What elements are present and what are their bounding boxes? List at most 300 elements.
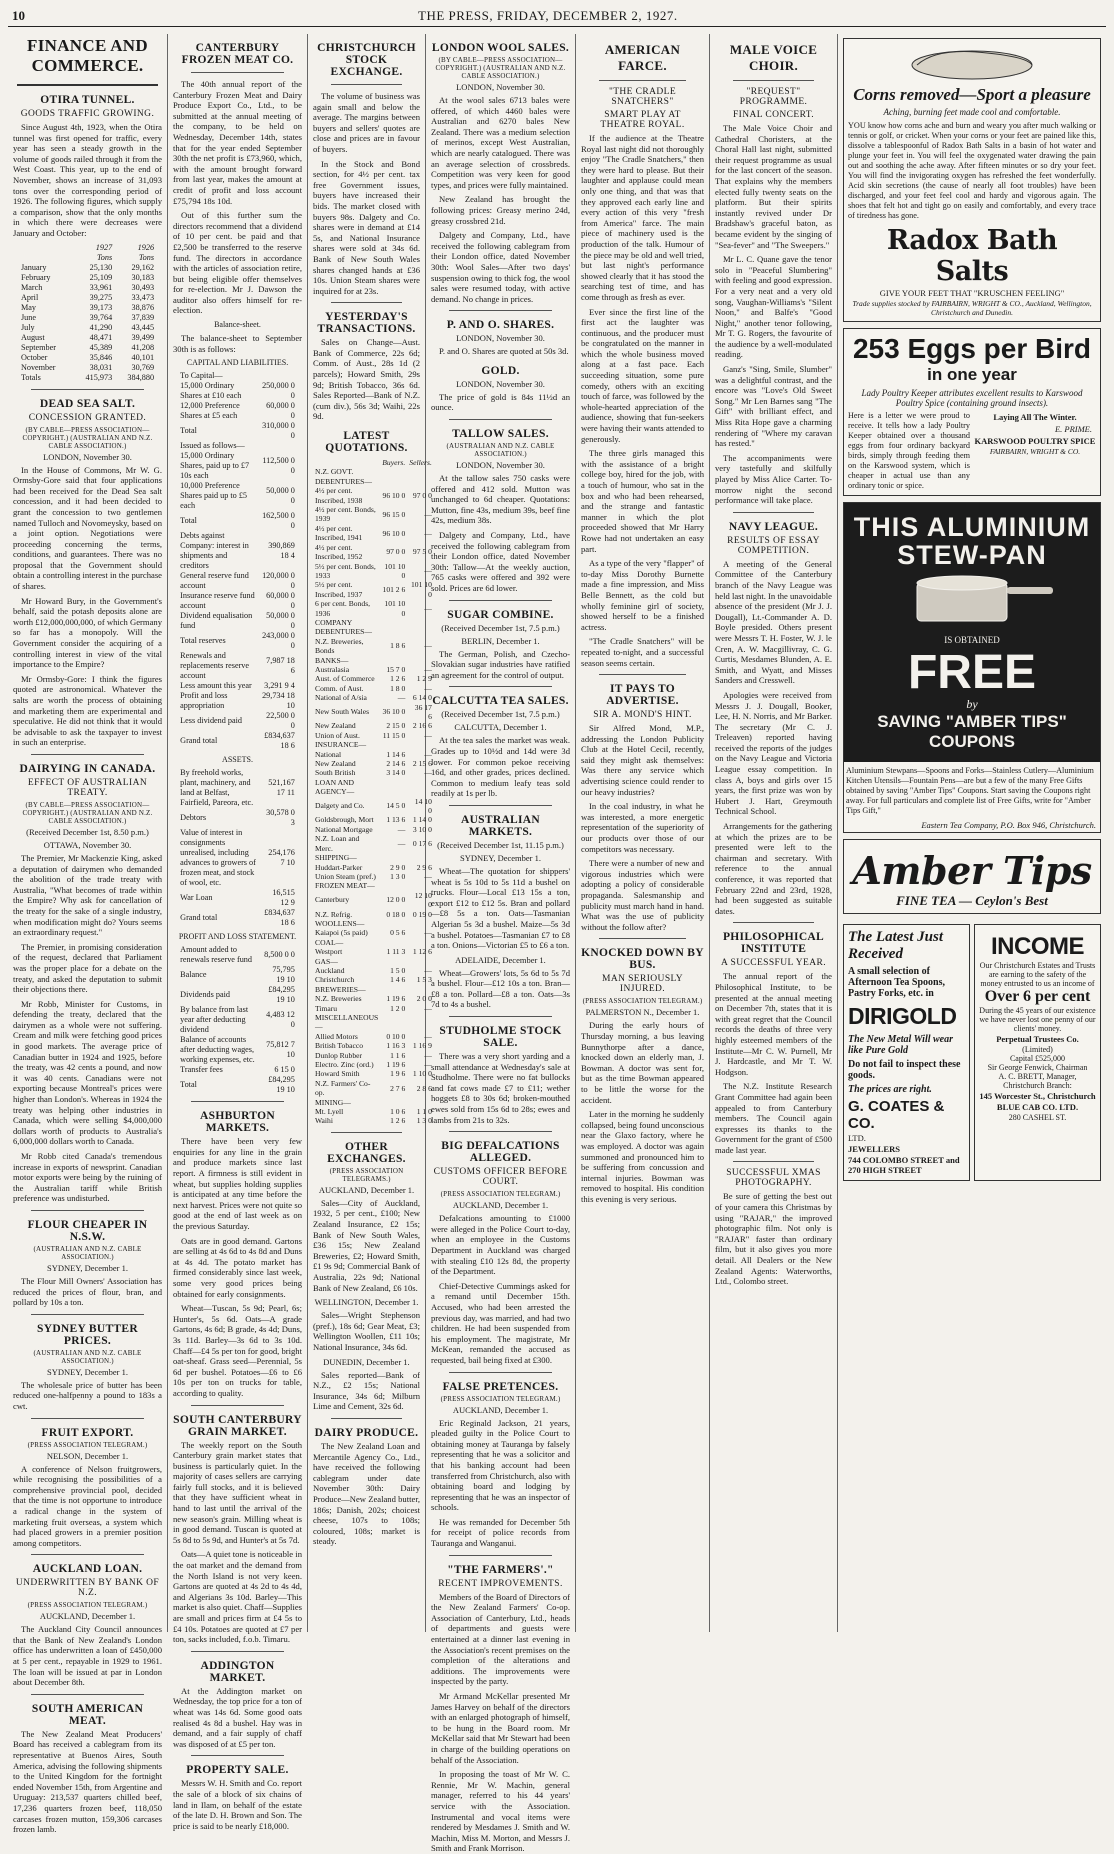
radox-subhead: Aching, burning feet made cool and comfortable. — [883, 107, 1061, 117]
divider — [449, 805, 552, 806]
foot-icon — [897, 43, 1047, 83]
otira-year-1: 1927 — [95, 242, 113, 252]
cfm-bs-title: Balance-sheet. — [214, 320, 261, 330]
choir-para-4: The accompaniments were very tastefully and skilfully played by Miss Alice Carter. To-morrow night the second performance will take place. — [715, 452, 832, 506]
ashburton-headline: ASHBURTON MARKETS. — [200, 1110, 275, 1135]
divider — [599, 80, 686, 81]
stewpan-free: FREE — [907, 646, 1036, 699]
samerican-headline: SOUTH AMERICAN MEAT. — [31, 1702, 144, 1727]
quotation-row: National of A/sia — 6 14 0 — [315, 693, 432, 703]
bus-para-1: During the early hours of Thursday morning, a bus leaving Bunnythorpe after a dance, knocked down an elderly man, J. Bowman. A doctor was sent for, but as the time Bowman appeared to be little the worse for the accident. — [581, 1020, 704, 1105]
divider — [733, 512, 814, 513]
quotation-row: WOOLLENS— — [315, 918, 365, 928]
australian-dateline-2: ADELAIDE, December 1. — [455, 954, 546, 965]
tallow-source: (AUSTRALIAN AND N.Z. CABLE ASSOCIATION.) — [446, 442, 555, 459]
divider — [31, 1210, 144, 1211]
quotation-row: Allied Motors 0 10 0 — — [315, 1031, 432, 1041]
quotation-row: FROZEN MEAT— — [315, 881, 375, 891]
quotation-row: New South Wales 36 10 0 36 17 6 — [315, 702, 432, 721]
quotation-row: N.Z. Refrig. 0 18 0 0 19 0 — [315, 909, 432, 919]
other-para-3: Sales reported—Bank of N.Z., £2 15s; National Insurance, 34s 6d; Milburn Lime and Cement, 32s 6d. — [313, 1369, 420, 1412]
calcutta-dateline: CALCUTTA, December 1. — [454, 722, 547, 733]
income-line-2: During the 45 years of our existence we have never lost one penny of our clients' money. — [979, 1006, 1096, 1033]
flour-dateline: SYDNEY, December 1. — [46, 1262, 129, 1273]
balance-sheet-row: Total reserves 243,000 0 0 — [180, 631, 295, 651]
farce-para-1: If the audience at the Theatre Royal last night did not thoroughly enjoy "The Cradle Snatchers," then they were hard to please. But their laughter and applause could mean only one thing, and that was that they approved each early line and every action of this very "fresh from America" farce. The main piece of machinery used is the production of the talk. Humour of the piece may be old and well tried, but last night's performance showed clearly that it has stood the searching test of time, and has come through as fresh as ever. — [581, 133, 704, 302]
quotation-row: Christchurch 1 4 6 1 5 3 — [315, 975, 432, 985]
divider — [191, 1755, 284, 1756]
navy-para-1: A meeting of the General Committee of the Canterbury branch of the Navy League was held last night. In the unavoidable absence of the president (Mr J. J. Dougall), Lt.-Commander A. D. Boyle presided. Others present were Messrs T. H. Foster, W. J. le Cren, A. W. Macgillivray, C. G. Curtis, Mesdames Blunden, A. E. Smith, and Wyatt, and Misses Sanders and Cresswell. — [715, 558, 832, 686]
divider — [31, 1554, 144, 1555]
otira-subhead: GOODS TRAFFIC GROWING. — [20, 109, 155, 119]
divider — [449, 1131, 552, 1132]
coates-firm: G. COATES & CO. — [848, 1098, 945, 1132]
divider — [191, 72, 284, 73]
divider — [191, 1651, 284, 1652]
balance-sheet-row: Dividend equalisation fund 50,000 0 0 — [180, 611, 295, 631]
cfm-bs-intro: The balance-sheet to September 30th is as follows: — [173, 333, 302, 354]
quotation-row: SHIPPING— — [315, 853, 357, 863]
quotations-table: Buyers. Sellers. N.Z. GOVT. DEBENTURES— 4½ per cent. Inscribed, 1938 96 10 0 97 0 0 4½ per cent. Bonds, 1939 96 15 0 — 4½ per cent. Inscribed, 1941 96 10 0 — 4½ per cent. Inscribed, 1952 97 0 0 97 5 0 5½ per cent. Bonds, 1933 101 10 0 — 5½ per cent. Inscribed, 1937 101 2 6 101 10 0 6 per cent. Bonds, 1936 101 10 0 — COMPANY DEBENTURES— N.Z. Breweries, Bonds 1 8 6 — BANKS— Australasia 15 7 0 — Aust. of Commerce 1 2 6 1 2 9 Comm. of Aust. 1 8 0 — National of A/sia — 6 14 0 New South Wales 36 10 0 36 17 6 New Zealand 2 15 0 2 16 6 Union of Aust. 11 15 0 — INSURANCE— National 1 14 6 — New Zealand 2 14 6 2 15 6 South British 3 14 0 — LOAN AND AGENCY— Dalgety and Co. 14 5 0 14 10 0 Goldsbrough, Mort 1 13 6 1 14 0 National Mortgage — 3 10 0 N.Z. Loan and Merc. — 0 17 6 SHIPPING— Huddart-Parker 2 9 0 2 9 6 Union Steam (pref.) 1 3 0 — FROZEN MEAT— Canterbury 12 0 0 12 10 0 N.Z. Refrig. 0 18 0 0 19 0 WOOLLENS— Kaiapoi (5s paid) 0 5 6 — COAL— Westport 1 11 3 1 12 6 GAS— Auckland 1 5 0 — Christchurch 1 4 6 1 5 3 BREWERIES— N.Z. Breweries 1 19 6 2 0 0 Timaru 1 2 0 — MISCELLANEOUS— Allied Motors 0 10 0 — British Tobacco 1 16 3 1 16 9 Dunlop Rubber 1 1 6 — Electro. Zinc (ord.) 1 19 6 — Howard Smith 1 9 6 1 10 0 N.Z. Farmers' Co-op. 2 7 6 2 8 6 MINING— Mt. Lyell 1 0 6 1 1 0 Waihi 1 2 6 1 3 0 — [315, 458, 432, 1126]
butter-dateline: SYDNEY, December 1. — [46, 1366, 129, 1377]
divider — [331, 302, 402, 303]
quotation-row: Mt. Lyell 1 0 6 1 1 0 — [315, 1107, 432, 1117]
scgrain-para-1: The weekly report on the South Canterbury grain market states that business is particularly quiet. In the majority of cases sellers are carrying fairly full stocks, and it is believed that they have sufficient wheat in hand to last until the arrival of the new season's grain. Milling wheat is in good demand. Tuscan is quoted at 5s 8d to 5s 9d, and Hunter's at 5s 7d. — [173, 1439, 302, 1545]
quotation-row: Aust. of Commerce 1 2 6 1 2 9 — [315, 674, 432, 684]
other-headline: OTHER EXCHANGES. — [327, 1140, 406, 1165]
otira-table-row: September 45,389 41,208 — [20, 342, 155, 352]
perpetual-chairman: Sir George Fenwick, Chairman — [987, 1063, 1088, 1072]
dairying-para-4: Mr Robb cited Canada's tremendous increase in exports of newsprint. Canadian motor exports were being by the ruining of the Australian tariff while British preference was undisturbed. — [13, 1151, 162, 1204]
bus-source: (PRESS ASSOCIATION TELEGRAM.) — [582, 997, 703, 1006]
divider — [31, 754, 144, 755]
defalcations-source: (PRESS ASSOCIATION TELEGRAM.) — [440, 1190, 561, 1199]
studholme-headline: STUDHOLME STOCK SALE. — [439, 1025, 562, 1050]
karswood-brand: KARSWOOD POULTRY SPICE — [974, 436, 1096, 446]
wool-para-3: Dalgety and Company, Ltd., have received the following cablegram from their London office, dated November 30th: Wool Sales—After two days' suspension owing to thick fog, the wool sales were resumed today, with active demand. No change in prices. — [431, 230, 570, 304]
advertise-para-3: There were a number of new and vigorous industries which were adopting a policy of considerable propaganda. Salesmanship and publicity must march hand in hand. What was the use of publicity without the follow after? — [581, 858, 704, 932]
assets-row: Value of interest in consignments unrealised, including advances to growers of frozen meat, and stock of wool, etc. 254,176 7 10 — [180, 828, 295, 888]
australian-para-2: Wheat—Growers' lots, 5s 6d to 5s 7d a bushel. Flour—£12 10s a ton. Bran—£8 a ton. Pollard—£8 a ton. Oats—3s 7d to 4s a bushel. — [431, 967, 570, 1010]
choir-headline: MALE VOICE CHOIR. — [729, 42, 818, 73]
flour-source: (AUSTRALIAN AND N.Z. CABLE ASSOCIATION.) — [33, 1244, 142, 1261]
exchange-para-2: In the Stock and Bond section, for 4½ per cent. tax free Government issues, buyers have increased their bids. The market closed with buyers 98s. Dalgety and Co. shares were in demand at £14 5s, and National Insurance shares were sold at 34s 6d. Bank of New South Wales shares changed hands at £36 10s. Union Steam shares were inquired for at 23s. — [313, 158, 420, 296]
divider — [449, 419, 552, 420]
quotation-row: Dalgety and Co. 14 5 0 14 10 0 — [315, 796, 432, 816]
radox-headline: Corns removed—Sport a pleasure — [853, 85, 1091, 104]
yesterday-para: Sales on Change—Aust. Bank of Commerce, 22s 6d; Comm. of Aust., 28s 1d (2 parcels); Howard Smith, 29s 9d; British Tobacco, 36s 6d. Sales Reported—Bank of N.Z. (cum div.), 56s 3d; Waihi, 22s 9d. — [313, 337, 420, 422]
otira-table-row: January 25,130 29,162 — [20, 262, 155, 272]
addington-para: At the Addington market on Wednesday, the top price for a ton of wheat was 14s 6d. Some good oats realised 4s 8d a bushel. Hay was in demand, and a fair supply of chaff was disposed of at £5 per ton. — [173, 1685, 302, 1749]
dairying-source: (BY CABLE—PRESS ASSOCIATION—COPYRIGHT.) (AUSTRALIAN AND N.Z. CABLE ASSOCIATION.) — [22, 800, 153, 825]
deadsea-subhead: CONCESSION GRANTED. — [28, 412, 147, 423]
navy-para-2: Apologies were received from Messrs J. J. Dougall, Booker, Lee, H. N. Norris, and Mr Barker. The secretary (Mr C. J. Treleaven) reported having received the reports of the judges on the Navy League and Victoria League essay competition. In class A, boys and girls over 15 years, the first prize was won by Hubert J. Hart, Greymouth Technical School. — [715, 689, 832, 817]
quotation-row: INSURANCE— — [315, 740, 367, 750]
balance-sheet-row: Total 310,000 0 0 — [180, 421, 295, 441]
bus-dateline: PALMERSTON N., December 1. — [585, 1007, 700, 1018]
quotation-row: 6 per cent. Bonds, 1936 101 10 0 — — [315, 599, 432, 618]
property-para: Messrs W. H. Smith and Co. report the sale of a block of six chains of land in Ilam, on behalf of the estate of the late D. H. Brown and Son. The price is said to be nearly £18,000. — [173, 1778, 302, 1831]
cfm-assets-heading: ASSETS. — [222, 755, 253, 765]
balance-sheet-row: Grand total £834,637 18 6 — [180, 731, 295, 751]
radox-copy: YOU know how corns ache and burn and weary you after much walking or tennis or golf, or cricket. When your corns or your feet are pained like this, dissolve a tablespoonful of Radox Bath Salts in a basin of hot water and plunge your feet in. You will feel the oxygenated water drawing the pain out and soothing the ache away. After fifteen minutes or so dry your feet. You will find the invigorating oxygen has refreshed the feet wonderfully. Acid skin secretions (the cause of nearly all foot troubles) have been discharged, and your feet feel cool and hardy and vigorous again. The shoes that felt hot and tight go on easily and comfortably, and every trace of tiredness has gone. — [848, 121, 1096, 220]
balance-sheet-row: Profit and loss appropriation 29,734 18 10 — [180, 691, 295, 711]
advertise-para-2: In the coal industry, in what he was interested, a more energetic representation of the superiority of our products over those of our competitors was necessary. — [581, 801, 704, 854]
column-2 — [168, 34, 308, 1831]
loan-subhead: UNDERWRITTEN BY BANK OF N.Z. — [15, 1578, 160, 1599]
divider — [191, 1101, 284, 1102]
quotation-row: National 1 14 6 — — [315, 749, 432, 759]
cfm-para-2: Out of this further sum the directors recommend that a dividend of 10 per cent. be paid and that £2,500 be transferred to the reserve fund. The directors in accordance with the articles of association retire, but being eligible offer themselves for re-election. Mr J. Dawson the auditor also offers himself for re-election. — [173, 210, 302, 316]
cfm-headline: CANTERBURY FROZEN MEAT CO. — [181, 42, 294, 66]
stewpan-icon — [887, 569, 1057, 629]
quotation-row: N.Z. Breweries 1 19 6 2 0 0 — [315, 994, 432, 1004]
quotation-row: 4½ per cent. Inscribed, 1941 96 10 0 — — [315, 523, 432, 543]
dirigold-advertisement — [843, 924, 970, 1181]
quotation-row: COMPANY DEBENTURES— — [315, 617, 372, 637]
fruit-headline: FRUIT EXPORT. — [41, 1426, 134, 1439]
quotation-row: New Zealand 2 14 6 2 15 6 — [315, 759, 432, 769]
page-title: THE PRESS, FRIDAY, DECEMBER 2, 1927. — [418, 8, 678, 23]
navy-para-3: Arrangements for the gathering at which the prizes are to be presented were left to the chairman and secretary. With reference to the annual conference, it was reported that February 22nd and 23rd, 1928, had been suggested as suitable dates. — [715, 821, 832, 916]
dirigold-line-3: Do not fail to inspect these goods. — [848, 1059, 961, 1081]
assets-table — [178, 768, 297, 928]
dairying-dateline: OTTAWA, November 30. — [43, 839, 132, 850]
quotation-row: Canterbury 12 0 0 12 10 0 — [315, 890, 432, 910]
false-dateline: AUCKLAND, December 1. — [452, 1404, 549, 1415]
sugar-received: (Received December 1st, 7.5 p.m.) — [441, 622, 560, 633]
quotation-row: Union of Aust. 11 15 0 — — [315, 730, 432, 740]
dirigold-line-1: A small selection of Afternoon Tea Spoons, Pastry Forks, etc. in — [848, 966, 945, 999]
divider — [331, 84, 402, 85]
profit-loss-table — [178, 945, 297, 1095]
karswood-advertisement — [843, 328, 1101, 496]
profit-loss-row: Transfer fees 6 15 0 — [180, 1065, 295, 1075]
tallow-headline: TALLOW SALES. — [452, 428, 549, 441]
sugar-para: The German, Polish, and Czecho-Slovakian sugar industries have ratified an agreement for the control of output. — [431, 648, 570, 680]
butter-source: (AUSTRALIAN AND N.Z. CABLE ASSOCIATION.) — [33, 1348, 142, 1365]
balance-sheet-row: Total 162,500 0 0 — [180, 511, 295, 531]
farce-para-4: As a type of the very "flapper" of to-day Miss Dorothy Burnette made a fine impression, and Miss Belle Bennett, as the cold but wholly feminine girl of society, showed herself to be a finished actress. — [581, 558, 704, 632]
otira-year-2: 1926 — [137, 242, 155, 252]
divider — [31, 1418, 144, 1419]
divider — [191, 1405, 284, 1406]
income-rate: Over 6 per cent — [984, 988, 1091, 1005]
divider — [599, 938, 686, 939]
balance-sheet-row: Debts against Company: interest in shipments and creditors 390,869 18 4 — [180, 531, 295, 571]
australian-headline: AUSTRALIAN MARKETS. — [460, 813, 541, 838]
dairying-received: (Received December 1st, 8.50 p.m.) — [26, 826, 149, 837]
farce-para-3: The three girls managed this with the assistance of a bright college boy, hired for the job, with a touch of humour, who sat in the box and who had been rehearsed, and the strange and fantastic manner in which the plot proceeded showed that Mr Harry Rowe had not undertaken an easy part. — [581, 448, 704, 554]
farce-subhead-2: SMART PLAY AT THEATRE ROYAL. — [600, 110, 685, 130]
loan-source: (PRESS ASSOCIATION TELEGRAM.) — [27, 1601, 148, 1610]
yesterday-headline: YESTERDAY'S TRANSACTIONS. — [317, 311, 416, 336]
perpetual-ltd: (Limited) — [1022, 1045, 1053, 1054]
wool-para-1: At the wool sales 6713 bales were offered, of which 4460 bales were Australian and 6270 bales New Zealand. There was a medium selection of merinos, except West Australian, which are nearly catalogued. There was an average selection of crossbreds. Competition was very keen for good types, and prices were fully maintained. — [431, 95, 570, 190]
dirigold-line-4: The prices are right. — [848, 1084, 932, 1095]
navy-headline: NAVY LEAGUE. — [728, 520, 819, 533]
addington-headline: ADDINGTON MARKET. — [200, 1659, 275, 1684]
radox-distributors: Trade supplies stocked by FAIRBAIRN, WRIGHT & CO., Auckland, Wellington, Christchurch and Dunedin. — [852, 299, 1092, 317]
otira-table-row: May 39,173 38,876 — [20, 302, 155, 312]
loan-dateline: AUCKLAND, December 1. — [39, 1611, 136, 1622]
sugar-dateline: BERLIN, December 1. — [461, 635, 540, 646]
quotation-row: Dunlop Rubber 1 1 6 — — [315, 1050, 432, 1060]
quotation-row: BANKS— — [315, 655, 349, 665]
farce-para-2: Ever since the first line of the first act the laughter was continuous, and the producer must be congratulated on the manner in which the whole business moved along at a fast pace. Each succeeding situation, some pure comedy, others with an exciting touch of farce, was followed by the whole-hearted appreciation of the audience, showing that fun-seekers were having their wants attended to generously. — [581, 306, 704, 444]
radox-tagline: GIVE YOUR FEET THAT "KRUSCHEN FEELING" — [879, 288, 1065, 298]
tallow-para-2: Dalgety and Company, Ltd., have received the following cablegram from their London office, dated November 30th: Tallow—At the weekly auction, 765 casks were offered and 392 were sold. Prices are 6d lower. — [431, 530, 570, 593]
false-source: (PRESS ASSOCIATION TELEGRAM.) — [440, 1394, 561, 1403]
perpetual-capital: Capital £525,000 — [1009, 1054, 1066, 1063]
deadsea-source: (BY CABLE—PRESS ASSOCIATION—COPYRIGHT.) (AUSTRALIAN AND N.Z. CABLE ASSOCIATION.) — [22, 425, 153, 450]
balance-sheet-row: Insurance reserve fund account 60,000 0 0 — [180, 591, 295, 611]
otira-table-row: June 39,764 37,839 — [20, 312, 155, 322]
profit-loss-row: Amount added to renewals reserve fund 8,500 0 0 — [180, 945, 295, 965]
dirigold-brand: DIRIGOLD — [848, 1003, 957, 1029]
dairying-para-2: The Premier, in promising consideration of the request, declared that Parliament was the proper place for a debate on the treaty, and asked the deputation to submit their objections there. — [13, 941, 162, 995]
flour-para: The Flour Mill Owners' Association has reduced the prices of flour, bran, and pollard by 10s a ton. — [13, 1275, 162, 1308]
quotation-row: Electro. Zinc (ord.) 1 19 6 — — [315, 1060, 432, 1070]
property-headline: PROPERTY SALE. — [186, 1764, 289, 1777]
section-title: FINANCE AND COMMERCE. — [27, 36, 148, 75]
divider — [31, 1694, 144, 1695]
profit-loss-row: By balance from last year after deducting dividend 4,483 12 0 — [180, 1005, 295, 1035]
choir-para-3: Ganz's "Sing, Smile, Slumber" was a delightful contrast, and the encore was "Love's Old Sweet Song." Mr Len Barnes sang "The Gift" with brilliant effect, and Miss Rita Hope gave a charming rendering of "Where my caravan has rested." — [715, 364, 832, 449]
wool-headline: LONDON WOOL SALES. — [431, 42, 570, 54]
quotation-row: Union Steam (pref.) 1 3 0 — — [315, 871, 432, 881]
otira-table-row: March 33,961 30,493 — [20, 282, 155, 292]
false-para-1: Eric Reginald Jackson, 21 years, pleaded guilty in the Police Court to obtaining money at Tauranga by falsely representing that he was a solicitor and that his banking account had been transferred from Christchurch, also with obtaining board and lodging by representing that he was an inspector of schools. — [431, 1417, 570, 1513]
quotation-row: BREWERIES— — [315, 984, 366, 994]
coates-address: 744 COLOMBO STREET and 270 HIGH STREET — [848, 1155, 960, 1175]
quotation-row: New Zealand 2 15 0 2 16 6 — [315, 721, 432, 731]
stewpan-by: by — [966, 697, 978, 711]
profit-loss-row: Balance of accounts after deducting wages, working expenses, etc. 75,812 7 10 — [180, 1035, 295, 1065]
quotation-row: N.Z. Farmers' Co-op. 2 7 6 2 8 6 — [315, 1078, 432, 1098]
radox-brand: Radox Bath Salts — [886, 225, 1058, 287]
quotation-row: National Mortgage — 3 10 0 — [315, 824, 432, 834]
farce-headline: AMERICAN FARCE. — [604, 42, 681, 73]
otira-table-row: November 38,031 30,769 — [20, 362, 155, 372]
wool-source: (BY CABLE—PRESS ASSOCIATION—COPYRIGHT.) (AUSTRALIAN AND N.Z. CABLE ASSOCIATION.) — [435, 56, 566, 80]
otira-unit: Tons — [138, 252, 155, 262]
otira-unit: Tons — [96, 252, 113, 262]
flour-headline: FLOUR CHEAPER IN N.S.W. — [27, 1218, 148, 1243]
perpetual-address: 145 Worcester St., Christchurch — [979, 1091, 1096, 1101]
shares-headline: P. AND O. SHARES. — [446, 319, 555, 332]
divider — [31, 1314, 144, 1315]
balance-sheet-row: 12,000 Preference Shares at £5 each 60,000 0 0 — [180, 401, 295, 421]
calcutta-headline: CALCUTTA TEA SALES. — [432, 695, 569, 708]
column-6 — [710, 34, 838, 1632]
karswood-distributor: FAIRBAIRN, WRIGHT & CO. — [989, 447, 1081, 456]
defalcations-headline: BIG DEFALCATIONS ALLEGED. — [441, 1140, 560, 1165]
otira-table-row: April 39,275 33,473 — [20, 292, 155, 302]
choir-subhead-1: "REQUEST" PROGRAMME. — [739, 87, 808, 107]
quotation-row: 4½ per cent. Inscribed, 1952 97 0 0 97 5 0 — [315, 542, 432, 562]
quotation-row: Comm. of Aust. 1 8 0 — — [315, 683, 432, 693]
quotation-row: N.Z. GOVT. DEBENTURES— — [315, 467, 372, 486]
ashburton-para-1: There have been very few enquiries for any line in the grain and produce markets since last report. A firmness is still evident in wheat, but supplies holding supplies is anticipated at any time before the next harvest. Prices were not quite so good at the end of last week as on the previous Saturday. — [173, 1136, 302, 1231]
tallow-dateline: LONDON, November 30. — [456, 460, 545, 471]
stewpan-obtained: IS OBTAINED — [944, 635, 1000, 645]
column-5 — [576, 34, 710, 1632]
shares-para: P. and O. Shares are quoted at 50s 3d. — [439, 346, 569, 357]
other-para-1: Sales—City of Auckland, 1932, 5 per cent., £100; New Zealand Insurance, £2 15s; Bank of New South Wales, £36 15s; New Zealand Breweries, £2; Howard Smith, £1 9s 9d; Commercial Bank of Australia, 22s 9d; National Bank of New Zealand, £6 10s. — [313, 1197, 420, 1293]
philosophical-para-2: The N.Z. Institute Research Grant Committee had again been appealed to from Canterbury members. The Council again expresses its thanks to the Government for the grant of £500 made last year. — [715, 1081, 832, 1155]
dairying-subhead: EFFECT OF AUSTRALIAN TREATY. — [27, 777, 148, 798]
page-number: 10 — [12, 8, 25, 23]
eggs-signature: E. PRIME. — [1054, 424, 1092, 434]
quotation-row: N.Z. Breweries, Bonds 1 8 6 — — [315, 636, 432, 656]
otira-table-row: October 35,846 40,101 — [20, 352, 155, 362]
profit-loss-row: Total £84,295 19 10 — [180, 1075, 295, 1095]
philosophical-subhead: A SUCCESSFUL YEAR. — [721, 958, 826, 969]
cfm-bs-heading: CAPITAL AND LIABILITIES. — [186, 358, 289, 368]
quotation-row: 4½ per cent. Bonds, 1939 96 15 0 — — [315, 505, 432, 524]
cfm-para-1: The 40th annual report of the Canterbury Frozen Meat and Dairy Produce Export Co., Ltd., to be submitted at the annual meeting of the company, to be held on Wednesday, December 14th, states that for the year ended September 30th the net profit is £73,960, which, with the amount brought forward from last year, makes the amount at credit of profit and loss account £75,794 18s 10d. — [173, 79, 302, 206]
eggs-subhead: in one year — [927, 365, 1017, 384]
philosophical-headline: PHILOSOPHICAL INSTITUTE — [722, 931, 825, 956]
stewpan-headline: THIS ALUMINIUM STEW-PAN — [853, 512, 1091, 570]
butter-headline: SYDNEY BUTTER PRICES. — [37, 1322, 138, 1347]
otira-headline: OTIRA TUNNEL. — [40, 94, 135, 106]
ashburton-para-3: Wheat—Tuscan, 5s 9d; Pearl, 6s; Hunter's, 5s 6d. Oats—A grade Gartons, 4s 6d; B grade, 4s 4d; Duns, 3s 11d. Barley—3s 6d to 3s 10d. Chaff—£4 5s per ton for good, bright oat-sheaf. Grass seed—Perennial, 5s 6d per bushel. Potatoes—£6 to £6 10s per ton on trucks for table, according to quality. — [173, 1303, 302, 1398]
fruit-dateline: NELSON, December 1. — [46, 1450, 129, 1461]
quotation-row: Timaru 1 2 0 — — [315, 1003, 432, 1013]
dairying-para-3: Mr Robb, Minister for Customs, in defending the treaty, declared that the dairymen as a whole were not suffering. Cream and milk were fetching good prices in good markets. The average price of Canadian butter in 1924 and 1925, before the treaty, was 42 cents a pound, and now it was 40 cents. Canadians were not exporting because Montreal's prices were higher than London's. Whereas in 1924 the treaty was helping other industries in Canada, which were selling $4,000,000 dollars worth of products to Australia's 6,000,000 dollars worth to Canada. — [13, 998, 162, 1147]
choir-subhead-2: FINAL CONCERT. — [732, 110, 815, 120]
assets-row: War Loan 16,515 12 9 — [180, 888, 295, 908]
eggs-letter-heading: Laying All The Winter. — [993, 412, 1077, 422]
quotation-row: MISCELLANEOUS— — [315, 1013, 379, 1032]
eggs-caption: Lady Poultry Keeper attributes excellent results to Karswood Poultry Spice (containing ground insects). — [861, 388, 1083, 408]
eggs-headline: 253 Eggs per Bird — [852, 333, 1092, 364]
amber-tips-tagline: FINE TEA — Ceylon's Best — [896, 893, 1048, 908]
philosophical-para-1: The annual report of the Philosophical Institute, to be presented at the annual meeting on December 7th, states that it is with great regret that the Council records the deaths of three very highly esteemed members of the Institute—Mr C. W. Purnell, Mr J. Hardcastle, and Mr T. W. Hodgson. — [715, 971, 832, 1077]
perpetual-trustees: Perpetual Trustees Co. — [996, 1034, 1079, 1044]
stewpan-advertisement — [843, 502, 1101, 833]
balance-sheet-row: General reserve fund account 120,000 0 0 — [180, 571, 295, 591]
divider — [733, 80, 814, 81]
defalcations-para-2: Chief-Detective Cummings asked for a remand until December 15th. Accused, who had been arrested the previous day, was married, and had two children. He had been suspended from his employment. The magistrate, Mr McKean, remanded the accused as requested, bail being fixed at £300. — [431, 1280, 570, 1365]
wool-dateline: LONDON, November 30. — [456, 82, 545, 92]
exchange-headline: CHRISTCHURCH STOCK EXCHANGE. — [317, 42, 416, 78]
bus-para-2: Later in the morning he suddenly collapsed, being found unconscious near the Glaxo factory, where he was employed. A doctor was again summoned and pronounced him to be suffering from concussion and internal injuries. Bowman was removed to hospital. His condition this evening is very serious. — [581, 1109, 704, 1204]
deadsea-para-3: Mr Ormsby-Gore: I think the figures quoted are astronomical. Whatever the salts are worth the process of obtaining and marketing them are experimental and speculative. He did not think that it would be advisable to ask the taxpayer to invest in such an enterprise. — [13, 673, 162, 748]
farmers-para-2: Mr Armand McKellar presented Mr James Harvey on behalf of the directors with an enlarged photograph of himself, to be hung in the Board room. Mr McKellar said that Mr Stewart had been in charge of the building operations on behalf of the Association. — [431, 1691, 570, 1765]
defalcations-subhead: CUSTOMS OFFICER BEFORE COURT. — [433, 1167, 568, 1188]
dairying-para-1: The Premier, Mr Mackenzie King, asked a deputation of dairymen who demanded the abolition of the trade treaty with Australia, "What becomes of trade within the Empire? Why ask for cancellation of the treaty for the sake of a single industry, when modification might do? Yours seems an extraordinary request." — [13, 852, 162, 938]
scgrain-headline: SOUTH CANTERBURY GRAIN MARKET. — [173, 1413, 302, 1438]
choir-para-2: Mr L. C. Quane gave the tenor solo in "Peaceful Slumbering" with feeling and good expression. For a very neat and a very old song, Vaughan-Williams's "Silent Noon," and Balfe's "Good Night," another tenor following, Mr T. G. Rogers, the favourite of the audience by a well-modulated reading. — [715, 254, 832, 360]
quotation-row: GAS— — [315, 956, 338, 966]
divider — [331, 1418, 402, 1419]
quotation-row: MINING— — [315, 1097, 351, 1107]
exchange-para-1: The volume of business was again small and below the average. The margins between buyers and sellers' quotes are close and prices are in favour of buyers. — [313, 91, 420, 154]
australian-received: (Received December 1st, 11.15 p.m.) — [437, 839, 564, 850]
column-3 — [308, 34, 432, 1632]
defalcations-dateline: AUCKLAND, December 1. — [452, 1200, 549, 1211]
dateline: WELLINGTON, December 1. — [314, 1297, 419, 1308]
assets-row: Debtors 30,578 0 3 — [180, 808, 295, 828]
deadsea-para-1: In the House of Commons, Mr W. G. Ormsby-Gore said that four applications had been received for the Dead Sea salt concession, and it had been decided to grant the concession to two gentlemen named Tulloch and Novomeysky, based on a joint option. Negotiations were proceeding concerning the terms, conditions, and guarantees. There was no proposal that the Government should obtain a controlling interest in the purchase of shares. — [13, 464, 162, 592]
scgrain-para-2: Oats—A quiet tone is noticeable in the oat market and the demand from the North Island is not very keen. Gartons are quoted at 4s 2d to 4s 4d, and Algerians 3s 10d. Barley—This market is also quiet. Chaff—Supplies are small and prices firm at £4 5s to £4 10s. Potatoes are quoted at £7 per ton, sacks included, f.o.b. Timaru. — [173, 1549, 302, 1645]
column-1 — [8, 34, 168, 1835]
loan-para: The Auckland City Council announces that the Bank of New Zealand's London office has underwritten a loan of £450,000 at 5 per cent., repayable in 1929 to 1961. The loan will be issued at par in London about December 8th. — [13, 1624, 162, 1688]
column-4 — [426, 34, 576, 1854]
cfm-pl-heading: PROFIT AND LOSS STATEMENT. — [178, 932, 297, 942]
dairy-para: The New Zealand Loan and Mercantile Agency Co., Ltd., have received the following cablegram under date November 30th: Dairy Produce—New Zealand butter, 186s; Danish, 202s; choicest cheese, 107s to 108s; coloured, 108s; market is steady. — [313, 1440, 420, 1547]
other-para-2: Sales—Wright Stephenson (pref.), 18s 6d; Gear Meat, £3; Wellington Woollen, £11 10s; National Insurance, 34s 6d. — [313, 1310, 420, 1352]
farce-subhead-1: "THE CRADLE SNATCHERS" — [608, 87, 677, 107]
balance-sheet-row: Renewals and replacements reserve account 7,987 18 6 — [180, 651, 295, 681]
quotation-row: 5½ per cent. Bonds, 1933 101 10 0 — — [315, 561, 432, 580]
quotation-row: COAL— — [315, 937, 344, 947]
deadsea-para-2: Mr Howard Bury, in the Government's behalf, said the potash deposits alone are worth £12,000,000,000, of which Germany so far has a monopoly. Will the Government consider the acquiring of a controlling interest in view of the vital importance to the Empire? — [13, 595, 162, 670]
balance-sheet-row: To Capital— — [180, 371, 223, 381]
fruit-para: A conference of Nelson fruitgrowers, while recognising the possibilities of a comprehensive provincial pool, decided that the time is not opportune to introduce a radical change in the system of marketing fruit overseas, a system which had placed growers in a premier position among competitors. — [13, 1463, 162, 1548]
tallow-para-1: At the tallow sales 750 casks were offered and 412 sold. Mutton was unchanged to 6d cheaper. Quotations: Mutton, fine 43s, medium 39s, beef fine 42s, medium 38s. — [431, 473, 570, 526]
bus-headline: KNOCKED DOWN BY BUS. — [581, 947, 704, 972]
balance-sheet-row: 10,000 Preference Shares paid up to £5 each 50,000 0 0 — [180, 481, 295, 511]
dirigold-headline: The Latest Just Received — [848, 929, 944, 962]
divider — [449, 310, 552, 311]
divider — [331, 1132, 402, 1133]
fruit-source: (PRESS ASSOCIATION TELEGRAM.) — [27, 1440, 148, 1449]
other-source: (PRESS ASSOCIATION TELEGRAMS.) — [329, 1166, 404, 1183]
quotation-row: Goldsbrough, Mort 1 13 6 1 14 0 — [315, 815, 432, 825]
gold-headline: GOLD. — [481, 364, 520, 377]
stewpan-copy: Aluminium Stewpans—Spoons and Forks—Stainless Cutlery—Aluminium Kitchen Utensils—Fountain Pens—are but a few of the many Free Gifts obtained by saving "Amber Tips" Coupons. Start saving the Coupons right away. For full particulars and complete list of Free Gifts, write for "Amber Tips Gift," — [846, 766, 1094, 815]
divider — [733, 1161, 814, 1162]
calcutta-received: (Received December 1st, 7.5 p.m.) — [441, 709, 560, 720]
quotation-row: 5½ per cent. Inscribed, 1937 101 2 6 101 10 0 — [315, 580, 432, 599]
farmers-headline: "THE FARMERS'." — [447, 1563, 554, 1576]
studholme-para: There was a very short yarding and a small attendance at Wednesday's sale at Studholme. There were no fat bullocks and fat cows made £7 to £11; wether hoggets £8 to 30s 6d; broken-mouthed ewes sold from 15s 6d to 28s; ewes and lambs from 21s to 32s. — [431, 1051, 570, 1125]
farmers-para-3: In proposing the toast of Mr W. C. Rennie, Mr W. Machin, general manager, referred to his 44 years' service with the Association. Instrumental and vocal items were rendered by Mesdames J. Smith and W. Machin, Miss M. Morton, and Messrs J. Smith and Frank Morrison. — [431, 1769, 570, 1854]
dateline: AUCKLAND, December 1. — [318, 1184, 415, 1195]
blue-cab: BLUE CAB CO. LTD. — [996, 1102, 1079, 1112]
divider — [449, 600, 552, 601]
radox-advertisement — [843, 38, 1101, 322]
dirigold-line-2: The New Metal Will wear like Pure Gold — [848, 1034, 953, 1056]
latest-headline: LATEST QUOTATIONS. — [325, 430, 408, 455]
false-para-2: He was remanded for December 5th for receipt of police records from Tauranga and Wanganui. — [431, 1516, 570, 1549]
quotation-row: South British 3 14 0 — — [315, 768, 432, 778]
farmers-para-1: Members of the Board of Directors of the New Zealand Farmers' Co-op. Association of Canterbury, Ltd., heads of departments and guests were entertained at a dinner last evening in the Association's recent premises on the completion of the alterations and additions. The improvements were inspected by the party. — [431, 1591, 570, 1687]
otira-totals: Totals 415,973 384,880 — [20, 372, 155, 382]
divider — [449, 1372, 552, 1373]
eggs-copy: Here is a letter we were proud to receive. It tells how a lady Poultry Keeper obtained over a thousand eggs from four ordinary backyard birds, simply through feeding them on the Karswood system, which is cheaper in actual use than any ordinary tonic or spice. — [848, 411, 970, 490]
stewpan-coupons: SAVING "AMBER TIPS" COUPONS — [877, 712, 1067, 751]
deadsea-dateline: LONDON, November 30. — [43, 451, 132, 462]
income-advertisement — [974, 924, 1101, 1181]
quotation-row: 4½ per cent. Inscribed, 1938 96 10 0 97 0 0 — [315, 486, 432, 505]
perpetual-manager: A. C. BRETT, Manager, Christchurch Branch: — [998, 1072, 1077, 1090]
amber-tips-advertisement — [843, 839, 1101, 914]
otira-table-row: August 48,471 39,499 — [20, 332, 155, 342]
divider — [733, 922, 814, 923]
quotation-row: Auckland 1 5 0 — — [315, 965, 432, 975]
dateline: DUNEDIN, December 1. — [323, 1356, 410, 1367]
advertise-para-1: Sir Alfred Mond, M.P., addressing the London Publicity Club at the Hotel Cecil, recently, said they might ask themselves: Was there any service which advertising science could render to our heavy industries? — [581, 723, 704, 797]
balance-sheet-row: 15,000 Ordinary Shares, paid up to £7 10s each 112,500 0 0 — [180, 451, 295, 481]
samerican-para: The New Zealand Meat Producers' Board has received a cablegram from its representative at Buenos Aires, South America, advising the following shipments to the United Kingdom for the fortnight ended November 15th, from Argentine and Uruguay: 213,537 quarters chilled beef, 17,236 quarters frozen beef, 118,050 carcases frozen mutton, 159,306 carcases frozen lamb. — [13, 1728, 162, 1835]
dairy-headline: DAIRY PRODUCE. — [314, 1426, 419, 1439]
rajar-para: Be sure of getting the best out of your camera this Christmas by using "RAJAR," the improved photographic film. Not only is "RAJAR" faster than ordinary film, but it also gives you more detail. All Dealers or the New Zealand Agents: Waterworths, Ltd., Colombo street. — [715, 1191, 832, 1287]
